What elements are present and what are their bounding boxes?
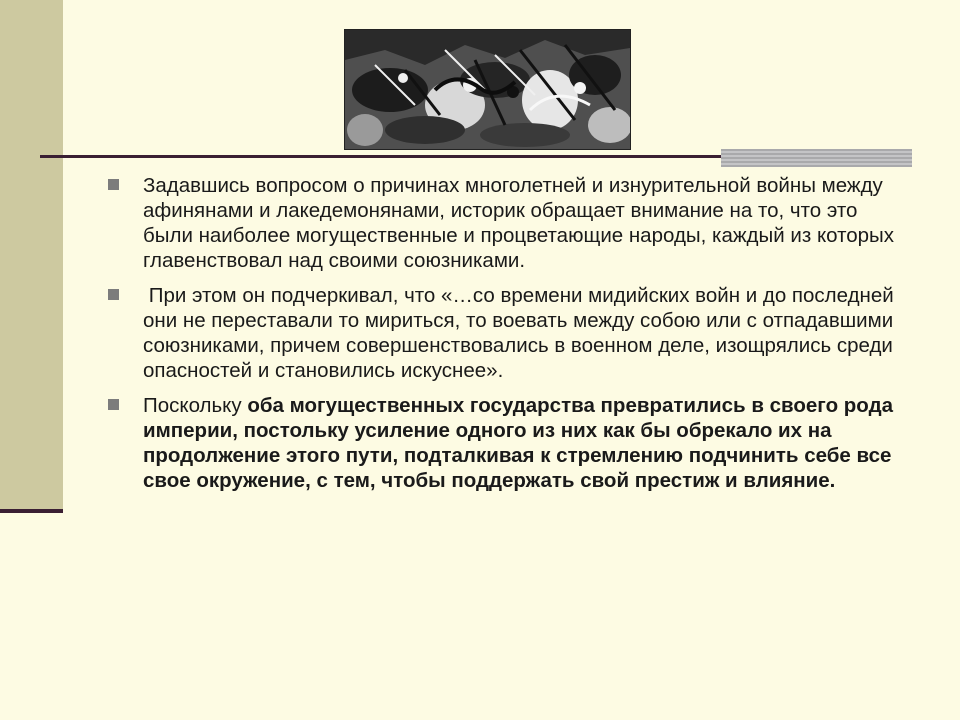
bullet-text-3-prefix: Поскольку	[143, 394, 248, 417]
bullet-item-2	[108, 283, 908, 383]
bullet-item-1	[108, 173, 908, 273]
left-decorative-band	[0, 0, 63, 511]
bullet-list	[108, 173, 908, 503]
decorative-gray-bar	[721, 149, 912, 167]
bullet-text-3-bold: оба могущественных государства превратились в своего рода империи, постольку усиление одного из них как бы обрекало их на продолжение этого пути, подталкивая к стремлению подчинить себе все свое окружение, с тем, чтобы поддержать свой престиж и влияние.	[143, 394, 893, 492]
bullet-text-1: Задавшись вопросом о причинах многолетней и изнурительной войны между афинянами и лакедемонянами, историк обращает внимание на то, что это были наиболее могущественные и процветающие народы, каждый из которых главенствовал над своими союзниками.	[143, 174, 895, 272]
left-band-underline	[0, 509, 63, 513]
bullet-text-2: При этом он подчеркивал, что «…со времени мидийских войн и до последней они не переставали то мириться, то воевать между собою или с отпадавшими союзниками, причем совершенствовались в военном деле, изощрялись среди опасностей и становились искуснее».	[143, 284, 900, 382]
square-bullet-icon	[108, 399, 119, 410]
battle-engraving-image	[344, 29, 631, 150]
bullet-item-3	[108, 393, 908, 493]
square-bullet-icon	[108, 289, 119, 300]
square-bullet-icon	[108, 179, 119, 190]
